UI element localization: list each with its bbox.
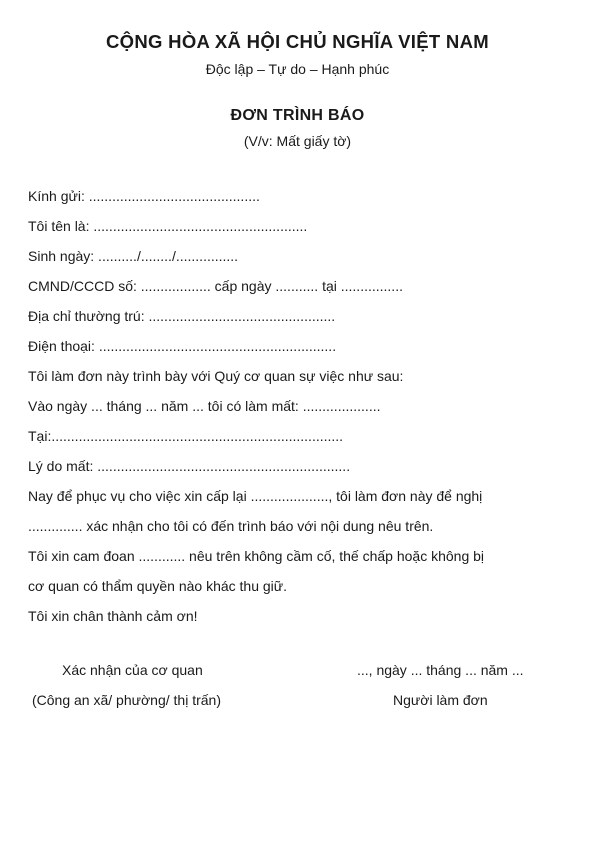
authority-confirmation-subtitle: (Công an xã/ phường/ thị trấn): [32, 692, 221, 708]
national-title: CỘNG HÒA XÃ HỘI CHỦ NGHĨA VIỆT NAM: [106, 31, 489, 52]
loss-place-line: Tại:...........................................................................: [28, 428, 344, 444]
document-body: [28, 185, 568, 635]
signing-date: ..., ngày ... tháng ... năm ...: [357, 662, 524, 678]
request-line-1: Nay để phục vụ cho việc xin cấp lại ...................., tôi làm đơn này để nghị: [28, 488, 483, 504]
name-line: Tôi tên là: .......................................................: [28, 218, 308, 234]
address-line: Địa chỉ thường trú: ................................................: [28, 308, 336, 324]
birthdate-line: Sinh ngày: ........../......../................: [28, 248, 239, 264]
thanks-line: Tôi xin chân thành cảm ơn!: [28, 608, 198, 624]
applicant-signature-title: Người làm đơn: [393, 692, 488, 708]
authority-confirmation-title: Xác nhận của cơ quan: [62, 662, 203, 678]
phone-line: Điện thoại: .............................................................: [28, 338, 337, 354]
request-line-2: .............. xác nhận cho tôi có đến trình báo với nội dung nêu trên.: [28, 518, 434, 534]
id-card-line: CMND/CCCD số: .................. cấp ngày ........... tại ................: [28, 278, 403, 294]
document-subject: (V/v: Mất giấy tờ): [243, 133, 352, 149]
statement-intro-line: Tôi làm đơn này trình bày với Quý cơ quan sự việc như sau:: [28, 368, 404, 384]
loss-date-line: Vào ngày ... tháng ... năm ... tôi có làm mất: ....................: [28, 398, 381, 414]
document-title: ĐƠN TRÌNH BÁO: [230, 107, 365, 124]
recipient-line: Kính gửi: ............................................: [28, 188, 260, 204]
national-motto: Độc lập – Tự do – Hạnh phúc: [205, 61, 390, 77]
loss-reason-line: Lý do mất: .................................................................: [28, 458, 351, 474]
commitment-line-2: cơ quan có thẩm quyền nào khác thu giữ.: [28, 578, 288, 594]
commitment-line-1: Tôi xin cam đoan ............ nêu trên không cầm cố, thế chấp hoặc không bị: [28, 548, 485, 564]
